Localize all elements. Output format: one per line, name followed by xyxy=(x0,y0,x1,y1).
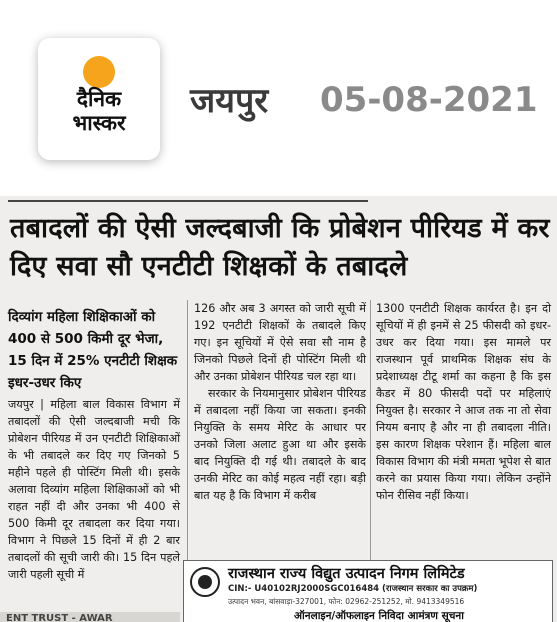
column-3-text: 1300 एनटीटी शिक्षक कार्यरत है। इन दो सूचियों में ही इनमें से 25 फीसदी को इधर-उधर कर दिया गया। इस मामले पर राजस्थान पूर्व प्राथमिक शिक्षक संघ के प्रदेशाध्यक्ष टीटू शर्मा का कहना है कि इस कैडर में 80 फीसदी पदों पर महिलाएं नियुक्त है। सरकार ने आज तक ना तो सेवा नियम बनाए है और ना ही तबादला नीति। इस कारण शिक्षक परेशान हैं। महिला बाल विकास विभाग की मंत्री ममता भूपेश से बात करने का प्रयास किया गया। लेकिन उन्होंने फोन रीसिव नहीं किया। xyxy=(376,302,551,502)
logo-line1: दैनिक xyxy=(76,87,122,111)
sun-icon xyxy=(83,56,115,88)
divider xyxy=(8,200,368,202)
column-divider xyxy=(187,300,188,560)
article-column-1 xyxy=(8,396,180,583)
bottom-strip xyxy=(0,612,180,622)
newspaper-clipping xyxy=(0,196,557,622)
column-2-para-2: सरकार के नियमानुसार प्रोबेशन पीरियड में तबादला नहीं किया जा सकता। इनकी नियुक्ति के समय मेरिट के आधार पर उनको जिला अलाट हुआ था और इसके बाद नियुक्ति दी गई थी। तबादले के बाद उनकी मेरिट का कोई महत्व नहीं रहा। बड़ी बात यह है कि विभाग में करीब xyxy=(194,387,366,502)
bottom-strip-text: ENT TRUST - AWAR xyxy=(6,613,113,622)
publication-date: 05-08-2021 xyxy=(320,80,538,120)
tender-advertisement xyxy=(183,560,553,622)
column-1-text: जयपुर | महिला बाल विकास विभाग में तबादलों की ऐसी जल्दबाजी मची कि प्रोबेशन पीरियड में उन एनटीटी शिक्षिकाओं के भी तबादले कर दिए गए जिनको 5 महीने पहले ही पोस्टिंग मिली थी। इसके अलावा दिव्यांग महिला शिक्षिकाओं को भी राहत नहीं दी और उनका भी 400 से 500 किमी दूर तबादला कर दिया गया। विभाग ने पिछले 15 दिनों में ही 2 बार तबादलों की सूची जारी की। 15 दिन पहले जारी पहली सूची में xyxy=(8,398,180,581)
column-divider xyxy=(370,300,371,560)
rvun-emblem-icon xyxy=(190,567,220,597)
article-column-3 xyxy=(376,300,551,504)
ad-title: राजस्थान राज्य विद्युत उत्पादन निगम लिमिटेड xyxy=(228,566,465,582)
ad-cin: CIN:- U40102RJ2000SGC016484 (राजस्थान सरकार का उपक्रम) xyxy=(228,584,478,594)
subheadline: दिव्यांग महिला शिक्षिकाओं को 400 से 500 किमी दूर भेजा, 15 दिन में 25% एनटीटी शिक्षक इधर-उधर किए xyxy=(8,309,178,391)
logo-line2: भास्कर xyxy=(72,111,126,135)
ad-address: उत्पादन भवन, बांसवाड़ा-327001, फोन: 02962-251252, मो. 9413349516 xyxy=(228,597,465,606)
dainik-bhaskar-logo xyxy=(38,38,160,160)
column-2-para-1: 126 और अब 3 अगस्त को जारी सूची में 192 एनटीटी शिक्षकों के तबादले किए गए। इन सूचियों में ऐसे सवा सौ नाम है जिनको पिछले दिनों ही पोस्टिंग मिली थी और उनका प्रोबेशन पीरियड चल रहा था। xyxy=(194,302,366,383)
article-column-2 xyxy=(194,300,366,504)
city-name: जयपुर xyxy=(190,81,269,121)
headline: तबादलों की ऐसी जल्दबाजी कि प्रोबेशन पीरियड में कर दिए सवा सौ एनटीटी शिक्षकों के तबादले xyxy=(10,213,550,282)
ad-notice: ऑनलाइन/ऑफलाइन निविदा आमंत्रण सूचना xyxy=(294,610,464,622)
